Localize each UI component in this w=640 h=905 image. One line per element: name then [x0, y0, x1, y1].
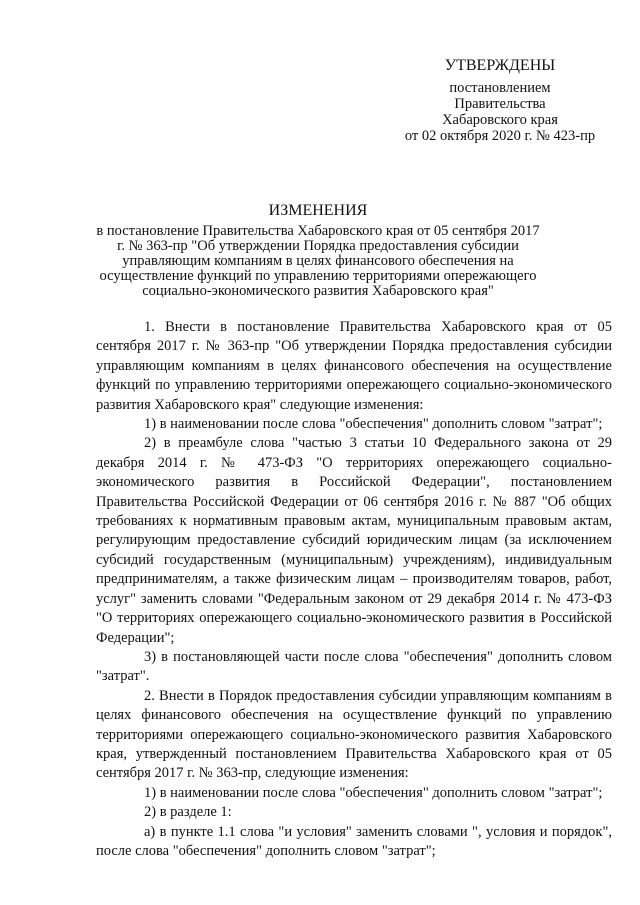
approval-stamp-block: [390, 58, 610, 144]
document-body: [96, 318, 612, 861]
paragraph-8: а) в пункте 1.1 слова "и условия" заменить словами ", условия и порядок", после слова "обеспечения" дополнить словом "затрат";: [96, 823, 612, 859]
document-title: ИЗМЕНЕНИЯ: [268, 202, 368, 219]
paragraph-7: 2) в разделе 1:: [144, 804, 232, 821]
paragraph-4: 3) в постановляющей части после слова "обеспечения" дополнить словом "затрат".: [96, 648, 612, 685]
paragraph-5: 2. Внести в Порядок предоставления субсидии управляющим компаниям в целях финансового обеспечения на осуществление функций по управлению территориями опережающего социально-экономического развития Хабаровского края, утвержденный постановлением Правительства Хабаровского края от 05 сентября 2017 г. № 363-пр, следующие изменения:: [96, 687, 612, 782]
approval-line-2: Правительства: [454, 96, 546, 112]
approval-line-1: постановлением: [449, 80, 551, 96]
approval-title: УТВЕРЖДЕНЫ: [444, 57, 556, 74]
approval-line-3: Хабаровского края: [442, 112, 558, 128]
paragraph-6: 1) в наименовании после слова "обеспечения" дополнить словом "затрат";: [144, 784, 603, 801]
approval-line-4: от 02 октября 2020 г. № 423-пр: [404, 128, 596, 144]
paragraph-1: 1. Внести в постановление Правительства Хабаровского края от 05 сентября 2017 г. № 363-пр "Об утверждении Порядка предоставления субсидии управляющим компаниям в целях финансового обеспечения на осуществление функций по управлению территориями опережающего социально-экономического развития Хабаровского края" следующие изменения:: [96, 319, 612, 413]
paragraph-2: 1) в наименовании после слова "обеспечения" дополнить словом "затрат";: [144, 416, 603, 433]
changes-title-block: [96, 203, 540, 299]
paragraph-3: 2) в преамбуле слова "частью 3 статьи 10 Федерального закона от 29 декабря 2014 г. № 473-ФЗ "О территориях опережающего социально-экономического развития в Российской Федерации", постановлением Правительства Российской Федерации от 06 сентября 2016 г. № 887 "Об общих требованиях к нормативным правовым актам, муниципальным правовым актам, регулирующим предоставление субсидий юридическим лицам (за исключением субсидий государственным (муниципальным) учреждениям), индивидуальным предпринимателям, а также физическим лицам – производителям товаров, работ, услуг" заменить словами "Федеральным законом от 29 декабря 2014 г. № 473-ФЗ "О территориях опережающего социально-экономического развития в Российской Федерации";: [96, 435, 612, 646]
document-subtitle: в постановление Правительства Хабаровского края от 05 сентября 2017 г. № 363-пр "Об утверждении Порядка предоставления субсидии управляющим компаниям в целях финансового обеспечения на осуществление функций по управлению территориями опережающего социально-экономического развития Хабаровского края": [96, 223, 540, 299]
